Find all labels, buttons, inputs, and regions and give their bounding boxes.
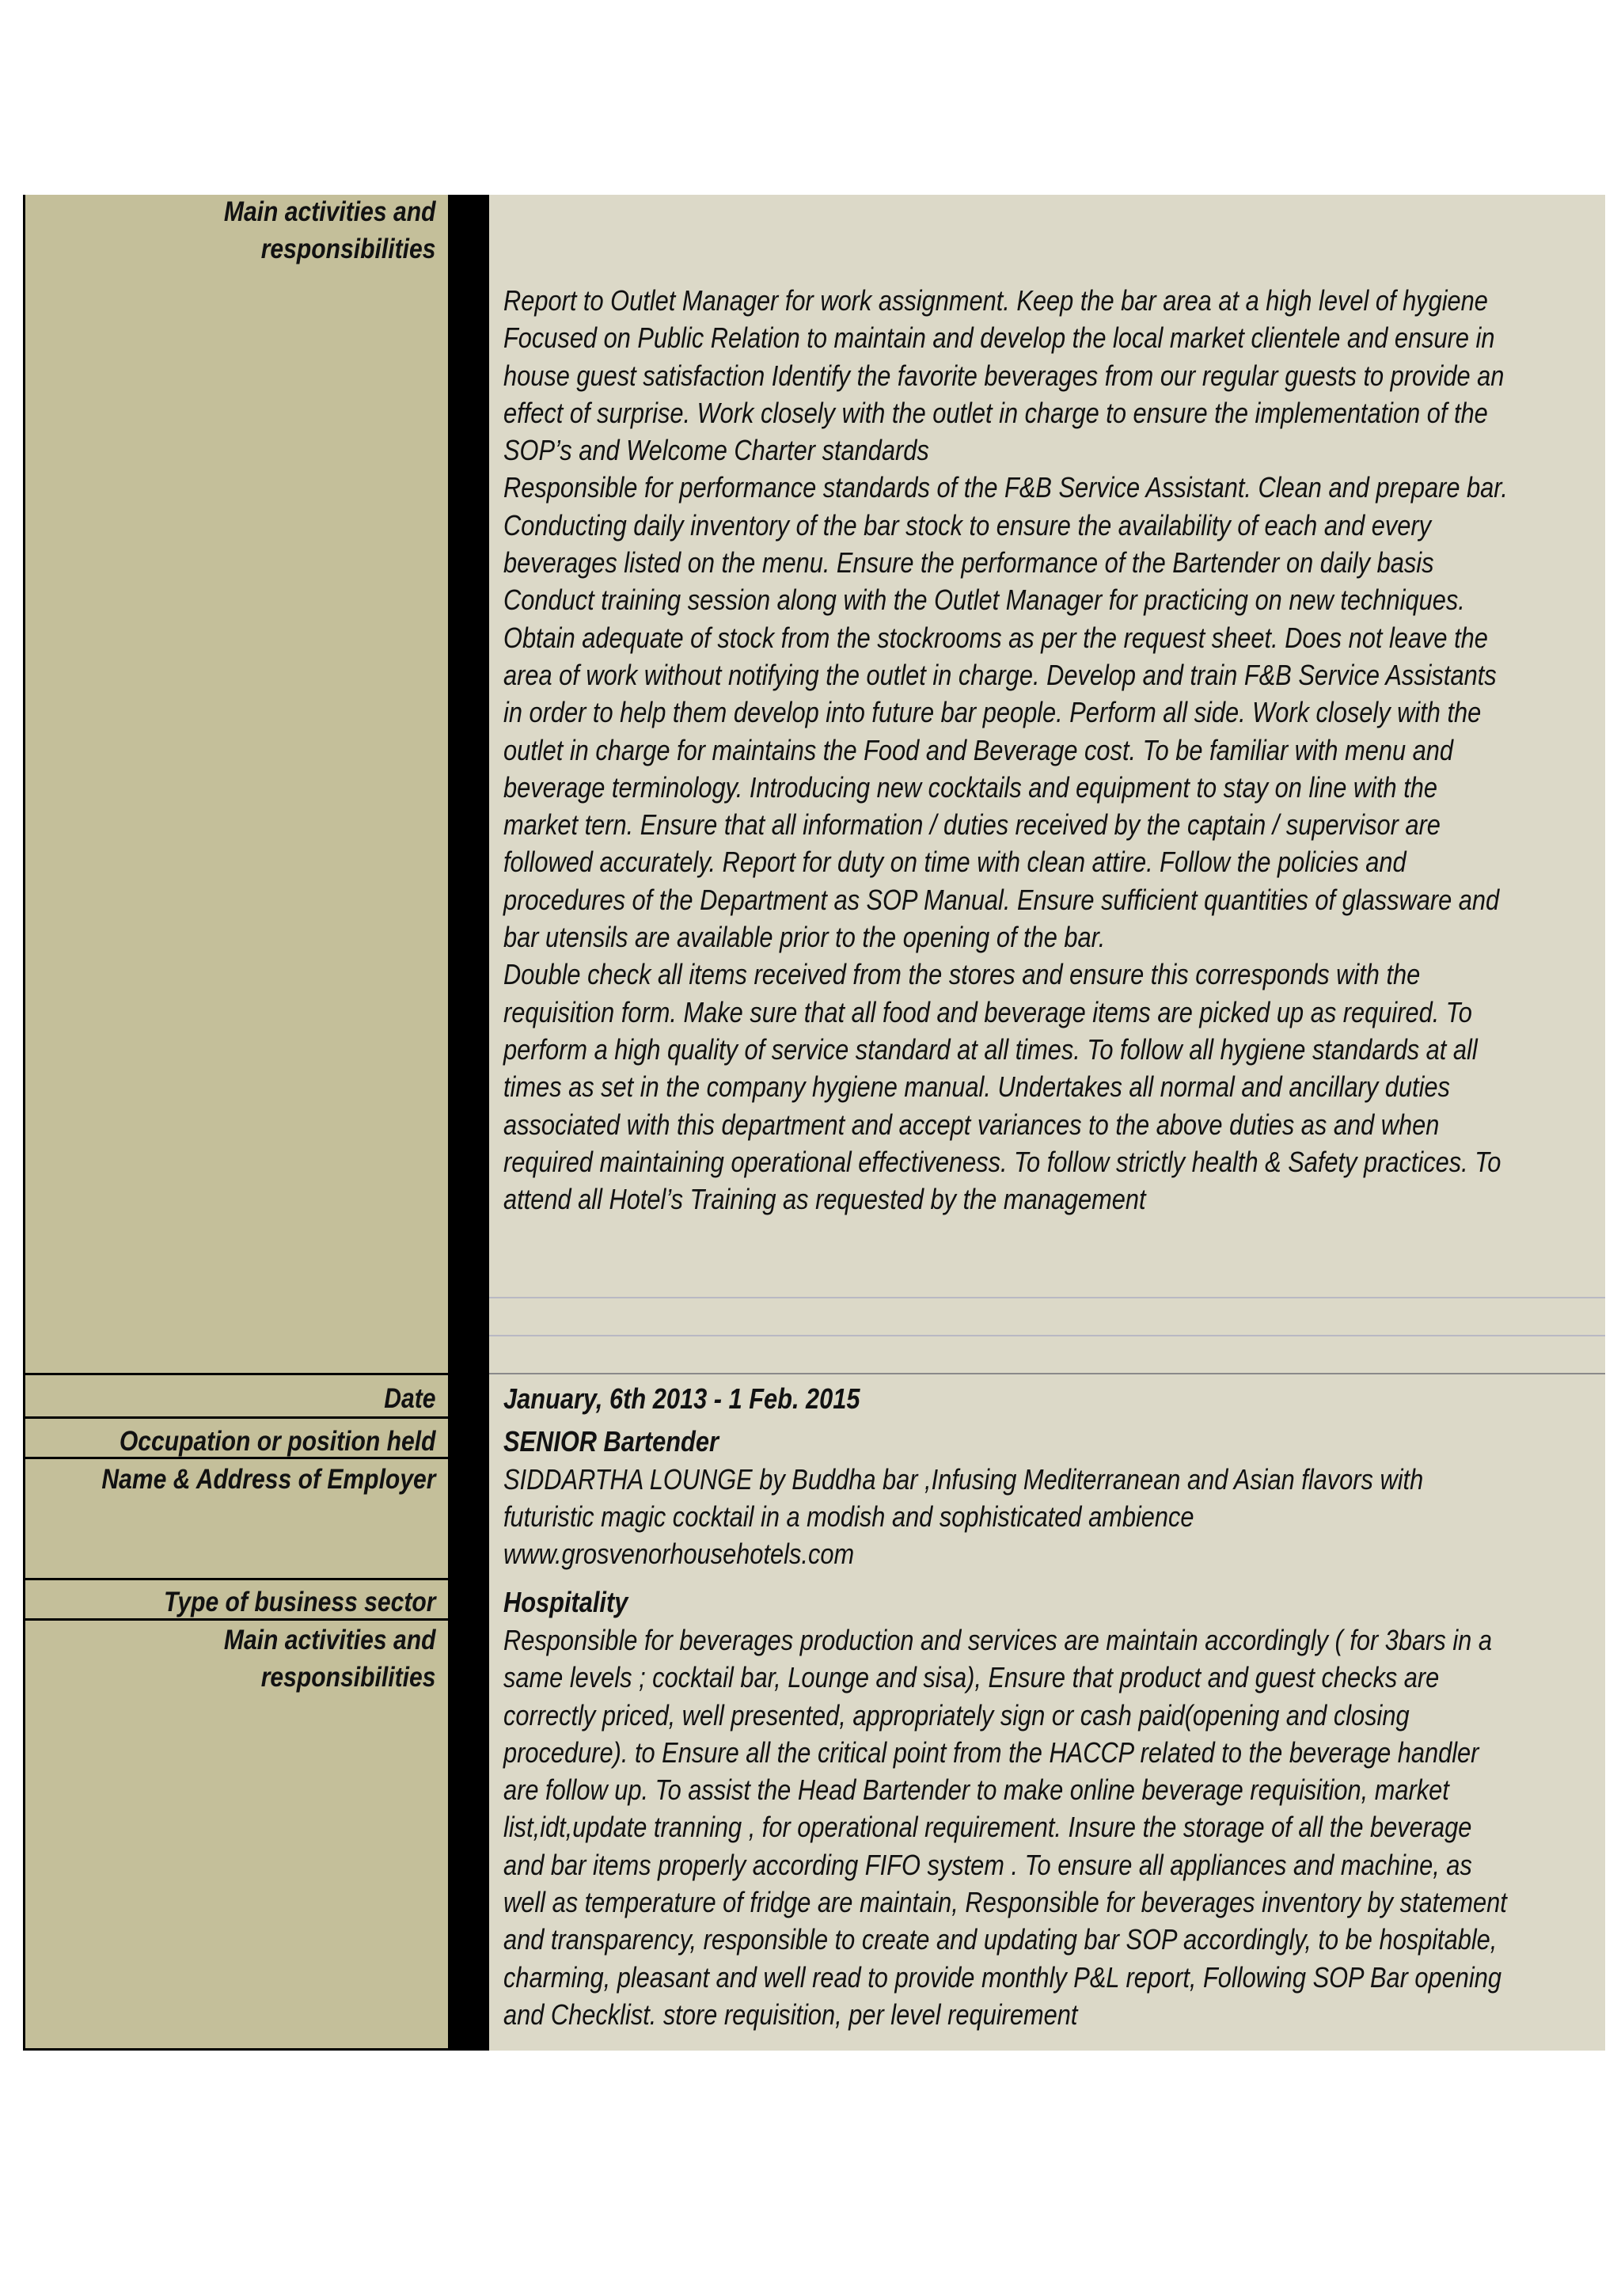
row-divider xyxy=(23,1373,448,1375)
text-line: and transparency, responsible to create and updating bar SOP accordingly, to be hospitable, xyxy=(503,1923,1498,1956)
content-rule xyxy=(489,1297,1605,1298)
text-line: requisition form. Make sure that all food and beverage items are picked up as required. To xyxy=(503,995,1472,1028)
table-bottom-border xyxy=(23,2048,448,2051)
label-line: responsibilities xyxy=(260,1662,436,1693)
text-line: list,idt,update tranning , for operational requirement. Insure the storage of all the beverage xyxy=(503,1811,1472,1844)
text-line: SOP’s and Welcome Charter standards xyxy=(503,434,929,467)
text-line: bar utensils are available prior to the opening of the bar. xyxy=(503,921,1106,954)
text-line: effect of surprise. Work closely with the outlet in charge to ensure the implementation of the xyxy=(503,396,1488,429)
text-line: Double check all items received from the stores and ensure this corresponds with the xyxy=(503,958,1421,991)
text-line: same levels ; cocktail bar, Lounge and sisa), Ensure that product and guest checks are xyxy=(503,1661,1440,1694)
occupation-label: Occupation or position held xyxy=(119,1426,436,1457)
text-line: associated with this department and accept variances to the above duties as and when xyxy=(503,1108,1440,1141)
divider-column xyxy=(448,195,489,2051)
sector-value: Hospitality xyxy=(503,1586,628,1618)
text-line: are follow up. To assist the Head Bartender to make online beverage requisition, market xyxy=(503,1773,1449,1807)
text-line: times as set in the company hygiene manual. Undertakes all normal and ancillary duties xyxy=(503,1070,1450,1104)
employer-label: Name & Address of Employer xyxy=(101,1464,436,1495)
text-line: market tern. Ensure that all information / duties received by the captain / supervisor are xyxy=(503,808,1441,842)
text-line: attend all Hotel’s Training as requested by the management xyxy=(503,1183,1146,1216)
text-line: Responsible for beverages production and services are maintain accordingly ( for 3bars in a xyxy=(503,1624,1492,1656)
text-line: Responsible for performance standards of the F&B Service Assistant. Clean and prepare bar. xyxy=(503,471,1508,504)
text-line: well as temperature of fridge are maintain, Responsible for beverages inventory by statement xyxy=(503,1886,1507,1919)
content-rule xyxy=(489,1335,1605,1336)
label-line: Main activities and xyxy=(223,1625,436,1655)
text-line: house guest satisfaction Identify the favorite beverages from our regular guests to provide an xyxy=(503,359,1505,392)
text-line: area of work without notifying the outlet in charge. Develop and train F&B Service Assistants xyxy=(503,658,1497,691)
sector-label: Type of business sector xyxy=(164,1587,436,1617)
responsibilities-text xyxy=(503,282,1600,1218)
responsibilities-text-2 xyxy=(503,1621,1600,2033)
row-divider xyxy=(23,1578,448,1580)
text-line: Obtain adequate of stock from the stockrooms as per the request sheet. Does not leave the xyxy=(503,621,1488,654)
employer-line: SIDDARTHA LOUNGE by Buddha bar ,Infusing Mediterranean and Asian flavors with xyxy=(503,1463,1424,1496)
employer-website: www.grosvenorhousehotels.com xyxy=(503,1538,855,1570)
text-line: correctly priced, well presented, appropriately sign or cash paid(opening and closing xyxy=(503,1698,1410,1732)
text-line: procedure). to Ensure all the critical point from the HACCP related to the beverage handler xyxy=(503,1735,1479,1769)
text-line: beverages listed on the menu. Ensure the performance of the Bartender on daily basis xyxy=(503,546,1434,580)
label-column xyxy=(23,195,448,2051)
main-activities-label-2 xyxy=(82,1621,448,1696)
label-line: responsibilities xyxy=(260,234,436,264)
main-activities-label xyxy=(82,193,448,268)
occupation-value: SENIOR Bartender xyxy=(503,1425,719,1458)
text-line: Report to Outlet Manager for work assignment. Keep the bar area at a high level of hygiene xyxy=(503,284,1488,317)
text-line: beverage terminology. Introducing new cocktails and equipment to stay on line with the xyxy=(503,770,1438,804)
text-line: charming, pleasant and well read to provide monthly P&L report, Following SOP Bar opening xyxy=(503,1960,1501,1994)
text-line: perform a high quality of service standard at all times. To follow all hygiene standards at all xyxy=(503,1032,1478,1066)
text-line: required maintaining operational effectiveness. To follow strictly health & Safety practices. To xyxy=(503,1145,1501,1178)
text-line: and bar items properly according FIFO system . To ensure all appliances and machine, as xyxy=(503,1848,1472,1881)
label-line: Main activities and xyxy=(223,196,436,227)
text-line: and Checklist. store requisition, per level requirement xyxy=(503,1998,1078,2031)
text-line: Conduct training session along with the Outlet Manager for practicing on new techniques. xyxy=(503,584,1465,617)
date-value: January, 6th 2013 - 1 Feb. 2015 xyxy=(503,1382,860,1415)
text-line: Conducting daily inventory of the bar stock to ensure the availability of each and every xyxy=(503,508,1432,542)
text-line: in order to help them develop into future bar people. Perform all side. Work closely with the xyxy=(503,696,1482,729)
text-line: followed accurately. Report for duty on time with clean attire. Follow the policies and xyxy=(503,846,1407,879)
text-line: Focused on Public Relation to maintain and develop the local market clientele and ensure in xyxy=(503,321,1495,355)
employer-line: futuristic magic cocktail in a modish and sophisticated ambience xyxy=(503,1500,1194,1533)
text-line: procedures of the Department as SOP Manual. Ensure sufficient quantities of glassware and xyxy=(503,883,1500,916)
date-label: Date xyxy=(384,1383,436,1414)
content-rule xyxy=(489,1373,1605,1374)
text-line: outlet in charge for maintains the Food and Beverage cost. To be familiar with menu and xyxy=(503,733,1453,766)
